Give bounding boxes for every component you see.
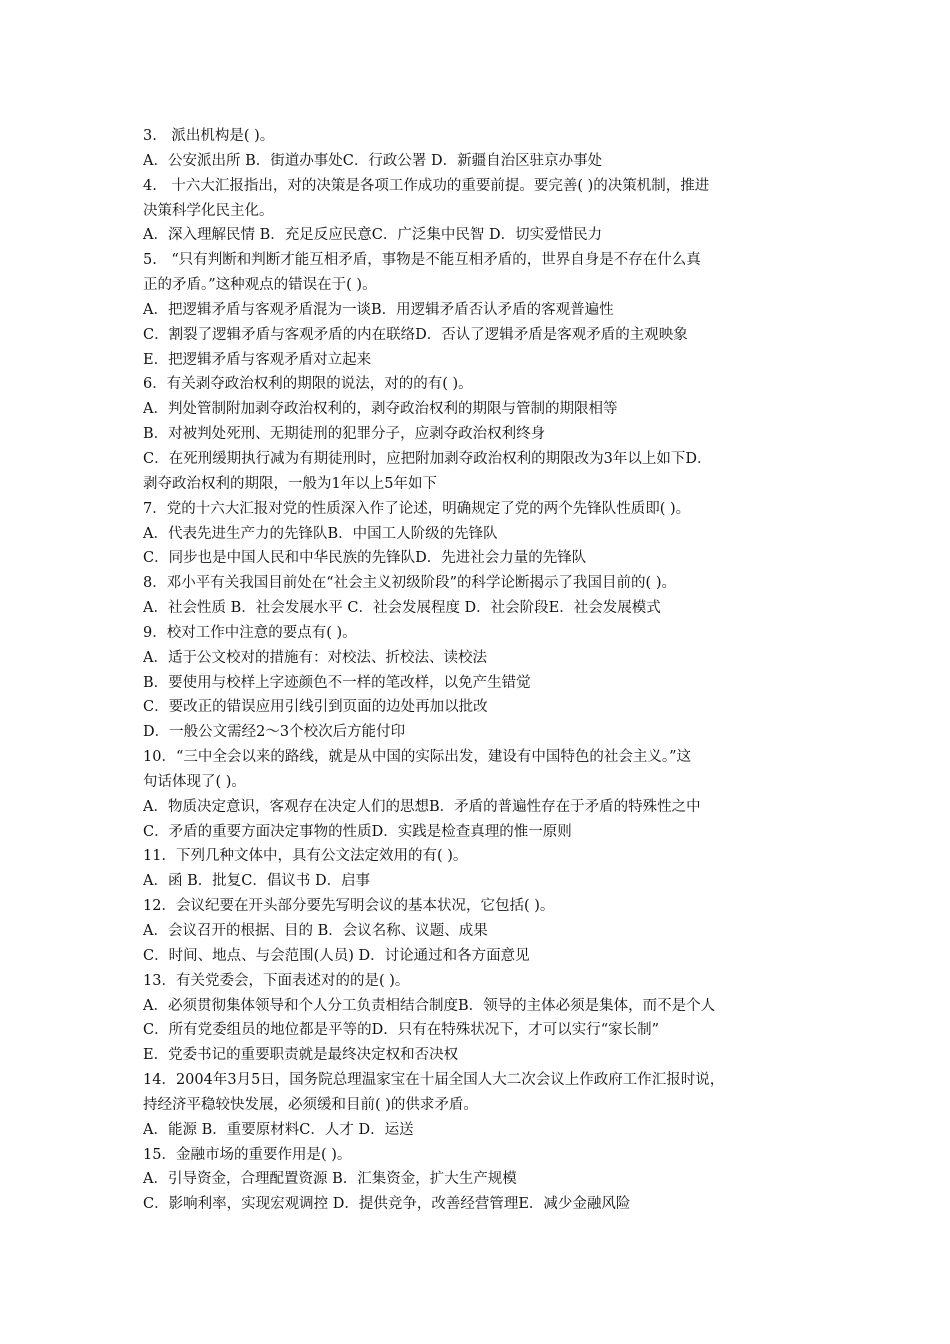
q6-option-c: C．在死刑缓期执行减为有期徒刑时，应把附加剥夺政治权利的期限改为3年以上如下D．	[143, 450, 712, 467]
q4-stem-line-1: 4. 十六大汇报指出，对的决策是各项工作成功的重要前提。要完善( )的决策机制，推进	[143, 177, 710, 194]
q15-stem: 15．金融市场的重要作用是( )。	[143, 1146, 352, 1163]
q10-options-cd: C．矛盾的重要方面决定事物的性质D．实践是检查真理的惟一原则	[143, 823, 572, 840]
q11-stem: 11．下列几种文体中，具有公文法定效用的有( )。	[143, 848, 468, 865]
document-body	[143, 124, 813, 1217]
q13-option-e: E．党委书记的重要职责就是最终决定权和否决权	[143, 1047, 459, 1064]
q6-stem: 6．有关剥夺政治权利的期限的说法，对的的有( )。	[143, 376, 473, 393]
q4-options: A．深入理解民情 B．充足反应民意C．广泛集中民智 D．切实爱惜民力	[143, 227, 603, 244]
q3-options: A．公安派出所 B．街道办事处C．行政公署 D．新疆自治区驻京办事处	[143, 152, 603, 169]
q9-stem: 9．校对工作中注意的要点有( )。	[143, 624, 357, 641]
q10-options-ab: A．物质决定意识，客观存在决定人们的思想B．矛盾的普遍性存在于矛盾的特殊性之中	[143, 798, 701, 815]
q5-options-ab: A．把逻辑矛盾与客观矛盾混为一谈B．用逻辑矛盾否认矛盾的客观普遍性	[143, 301, 614, 318]
q7-options-cd: C．同步也是中国人民和中华民族的先锋队D．先进社会力量的先锋队	[143, 550, 587, 567]
q10-stem-line-2: 句话体现了( )。	[143, 773, 246, 790]
q14-options: A．能源 B．重要原材料C．人才 D．运送	[143, 1121, 414, 1138]
q3-stem: 3. 派出机构是( )。	[143, 128, 275, 144]
q6-option-b: B．对被判处死刑、无期徒刑的犯罪分子，应剥夺政治权利终身	[143, 426, 546, 443]
q8-stem: 8．邓小平有关我国目前处在“社会主义初级阶段”的科学论断揭示了我国目前的( )。	[143, 575, 676, 592]
q4-stem-line-2: 决策科学化民主化。	[143, 202, 274, 219]
q9-option-d: D．一般公文需经2～3个校次后方能付印	[143, 724, 406, 741]
q5-stem-line-2: 正的矛盾。”这种观点的错误在于( )。	[143, 277, 377, 294]
q9-option-c: C．要改正的错误应用引线引到页面的边处再加以批改	[143, 699, 488, 716]
q15-options-ab: A．引导资金，合理配置资源 B．汇集资金，扩大生产规模	[143, 1171, 517, 1188]
q7-stem: 7．党的十六大汇报对党的性质深入作了论述，明确规定了党的两个先锋队性质即( )。	[143, 500, 691, 517]
q12-stem: 12．会议纪要在开头部分要先写明会议的基本状况，它包括( )。	[143, 898, 555, 915]
q7-options-ab: A．代表先进生产力的先锋队B．中国工人阶级的先锋队	[143, 525, 498, 542]
q9-option-a: A．适于公文校对的措施有：对校法、折校法、读校法	[143, 649, 487, 666]
q10-stem-line-1: 10．“三中全会以来的路线，就是从中国的实际出发，建设有中国特色的社会主义。”这	[143, 749, 692, 766]
q8-options: A．社会性质 B．社会发展水平 C．社会发展程度 D．社会阶段E．社会发展模式	[143, 600, 661, 617]
q5-option-e: E．把逻辑矛盾与客观矛盾对立起来	[143, 351, 372, 368]
q14-stem-line-1: 14．2004年3月5日，国务院总理温家宝在十届全国人大二次会议上作政府工作汇报时说，	[143, 1072, 725, 1089]
q13-options-cd: C．所有党委组员的地位都是平等的D．只有在特殊状况下，才可以实行“家长制”	[143, 1022, 660, 1039]
q14-stem-line-2: 持经济平稳较快发展，必须缓和目前( )的供求矛盾。	[143, 1096, 478, 1113]
q9-option-b: B．要使用与校样上字迹颜色不一样的笔改样，以免产生错觉	[143, 674, 531, 691]
q5-options-cd: C．割裂了逻辑矛盾与客观矛盾的内在联络D．否认了逻辑矛盾是客观矛盾的主观映象	[143, 326, 688, 343]
q13-stem: 13．有关党委会，下面表述对的的是( )。	[143, 972, 410, 989]
q12-options-cd: C．时间、地点、与会范围(人员) D．讨论通过和各方面意见	[143, 947, 530, 964]
q13-options-ab: A．必须贯彻集体领导和个人分工负责相结合制度B．领导的主体必须是集体，而不是个人	[143, 997, 716, 1014]
q15-options-cde: C．影响利率，实现宏观调控 D．提供竞争，改善经营管理E．减少金融风险	[143, 1196, 631, 1213]
q12-options-ab: A．会议召开的根据、目的 B．会议名称、议题、成果	[143, 923, 488, 939]
q5-stem-line-1: 5. “只有判断和判断才能互相矛盾，事物是不能互相矛盾的，世界自身是不存在什么真	[143, 252, 701, 269]
q6-option-d: 剥夺政治权利的期限，一般为1年以上5年如下	[143, 475, 437, 492]
q6-option-a: A．判处管制附加剥夺政治权利的，剥夺政治权利的期限与管制的期限相等	[143, 401, 618, 418]
q11-options: A．函 B．批复C．倡议书 D．启事	[143, 873, 371, 890]
